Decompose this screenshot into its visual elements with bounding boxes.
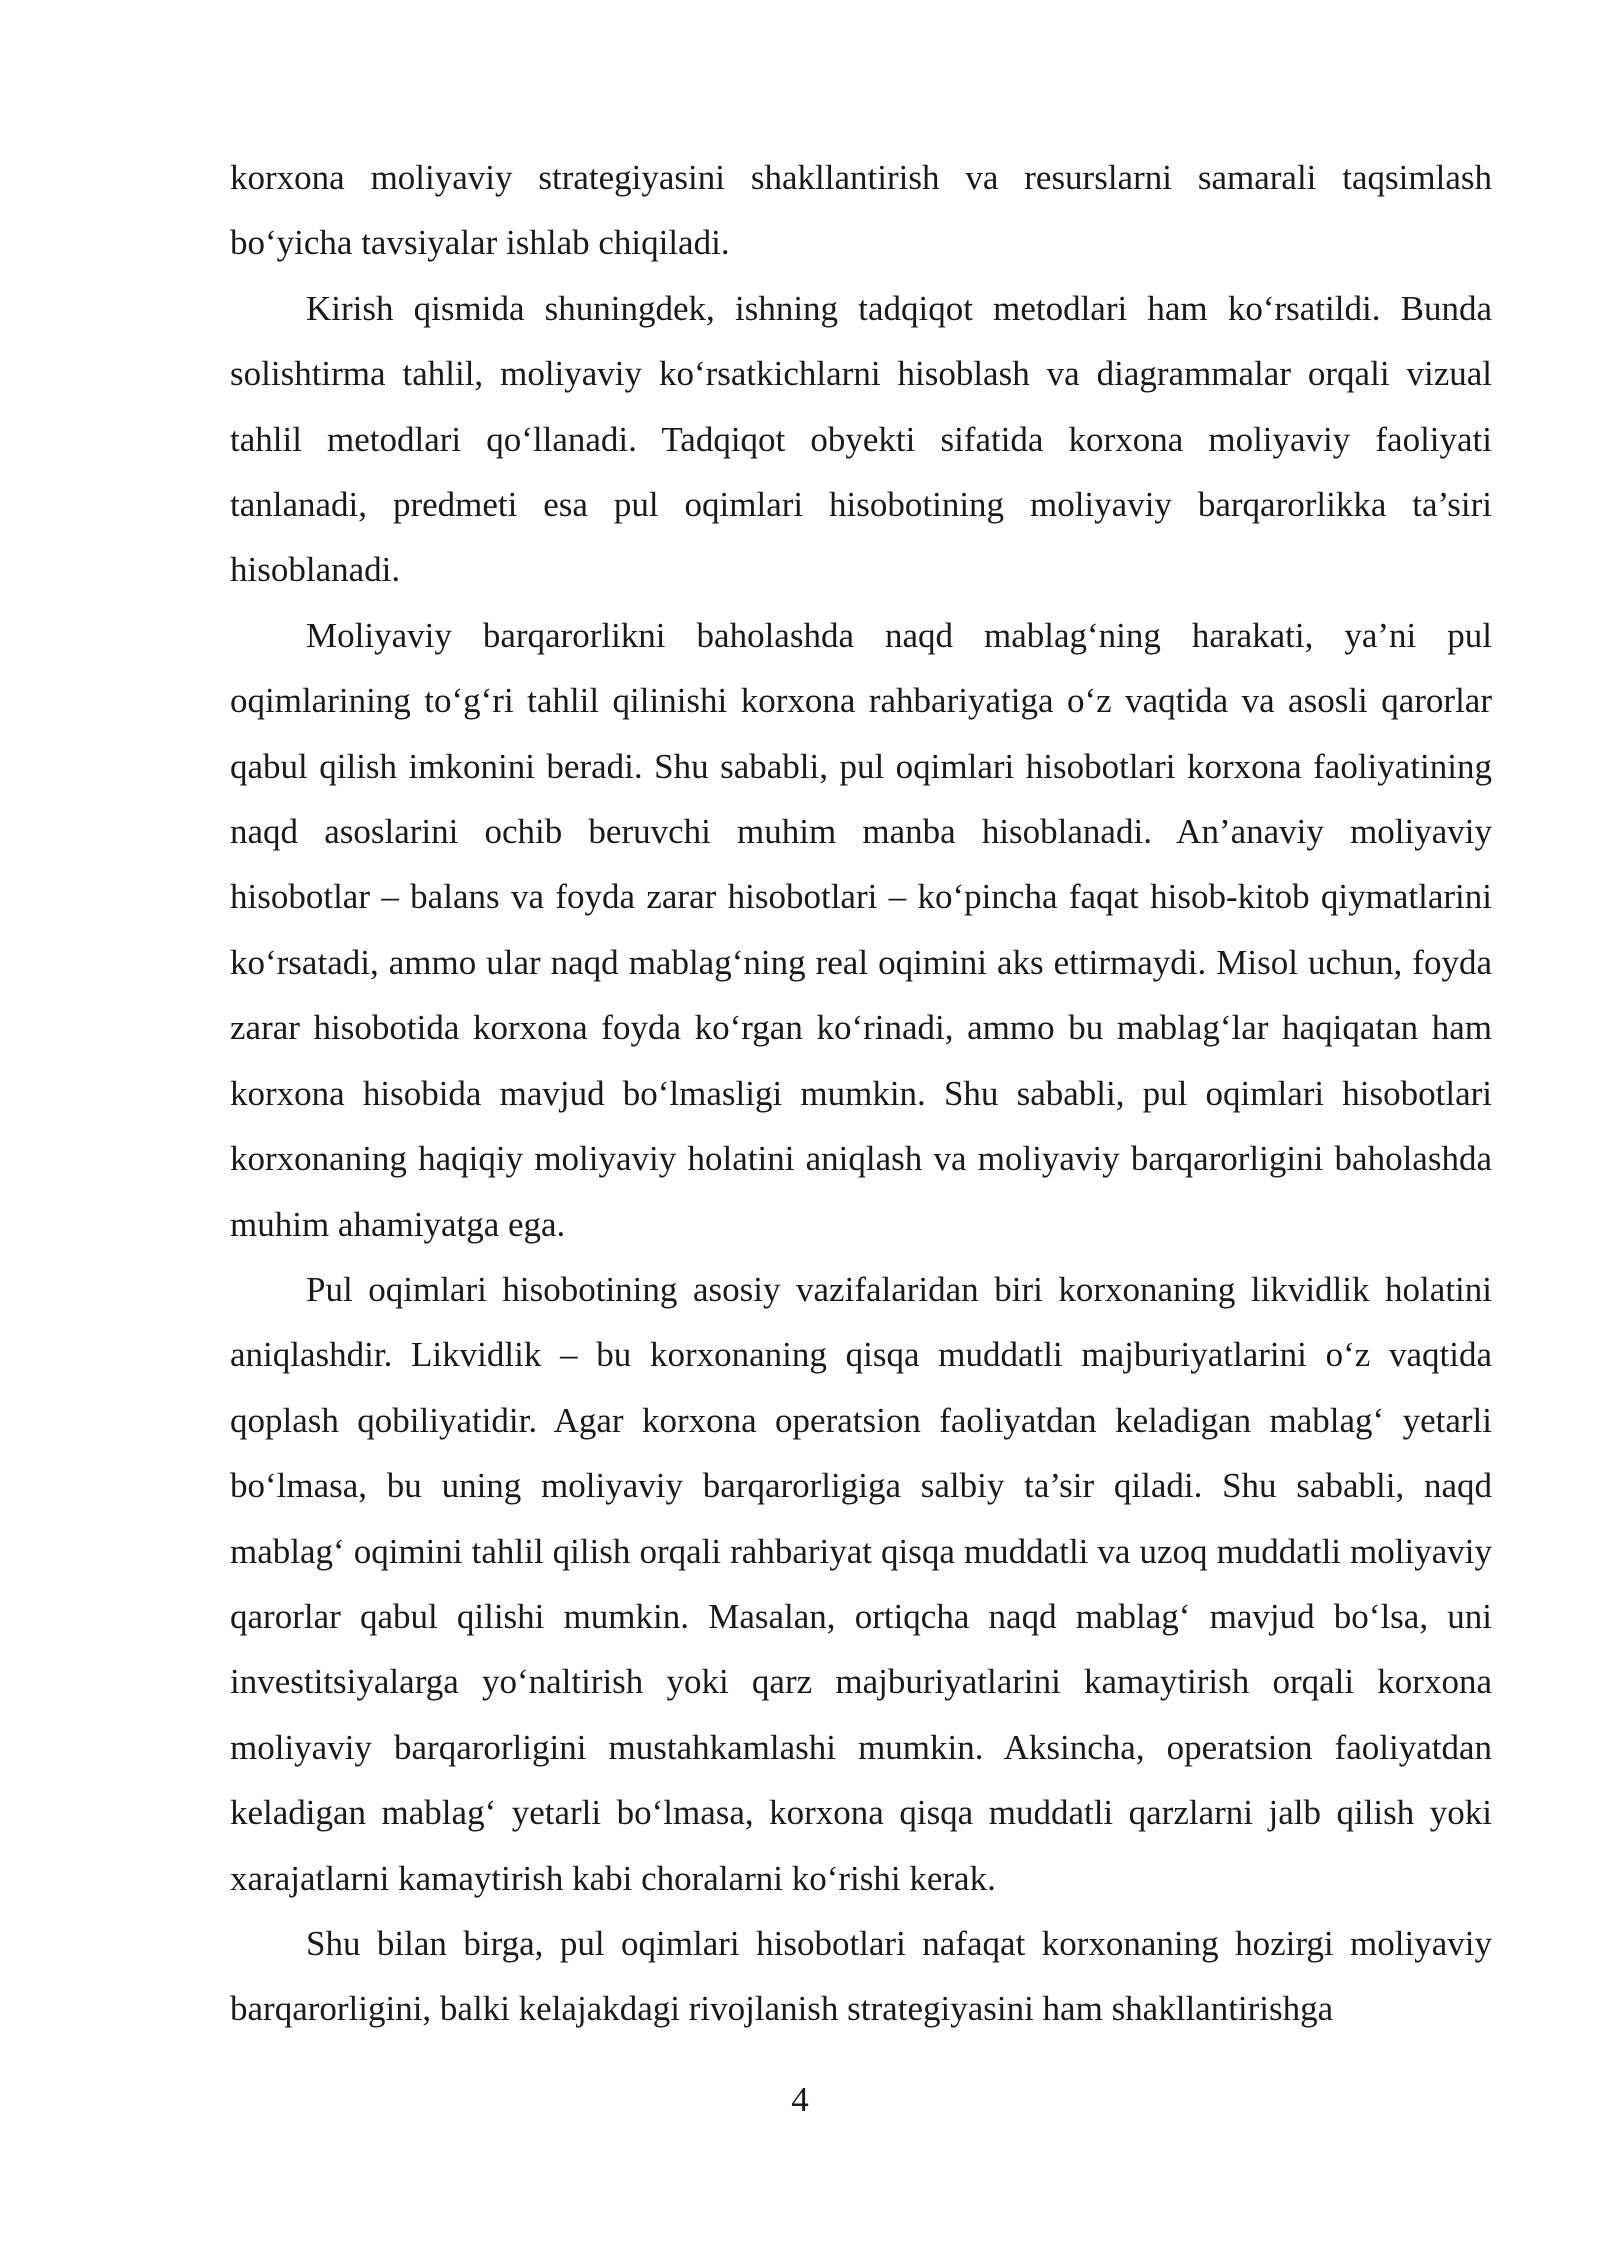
paragraph-continuation: korxona moliyaviy strategiyasini shakllantirish va resurslarni samarali taqsimlash bo‘yicha tavsiyalar ishlab chiqiladi. [230, 158, 1492, 263]
page-number: 4 [791, 2080, 809, 2119]
paragraph-strategy: Shu bilan birga, pul oqimlari hisobotlari nafaqat korxonaning hozirgi moliyaviy barqarorligini, balki kelajakdagi rivojlanish strategiyasini ham shakllantirishga [230, 1923, 1492, 2029]
paragraph-research-methods: Kirish qismida shuningdek, ishning tadqiqot metodlari ham ko‘rsatildi. Bunda solishtirma tahlil, moliyaviy ko‘rsatkichlarni hisoblash va diagrammalar orqali vizual tahlil metodlari qo‘llanadi. Tadqiqot obyekti sifatida korxona moliyaviy faoliyati tanlanadi, predmeti esa pul oqimlari hisobotining moliyaviy barqarorlikka ta’siri hisoblanadi. [230, 288, 1492, 590]
paragraph-liquidity: Pul oqimlari hisobotining asosiy vazifalaridan biri korxonaning likvidlik holatini aniqlashdir. Likvidlik – bu korxonaning qisqa muddatli majburiyatlarini o‘z vaqtida qoplash qobiliyatidir. Agar korxona operatsion faoliyatdan keladigan mablag‘ yetarli bo‘lmasa, bu uning moliyaviy barqarorligiga salbiy ta’sir qiladi. Shu sababli, naqd mablag‘ oqimini tahlil qilish orqali rahbariyat qisqa muddatli va uzoq muddatli moliyaviy qarorlar qabul qilishi mumkin. Masalan, ortiqcha naqd mablag‘ mavjud bo‘lsa, uni investitsiyalarga yo‘naltirish yoki qarz majburiyatlarini kamaytirish orqali korxona moliyaviy barqarorligini mustahkamlashi mumkin. Aksincha, operatsion faoliyatdan keladigan mablag‘ yetarli bo‘lmasa, korxona qisqa muddatli qarzlarni jalb qilish yoki xarajatlarni kamaytirish kabi choralarni ko‘rishi kerak. [230, 1269, 1492, 1898]
paragraph-financial-stability: Moliyaviy barqarorlikni baholashda naqd mablag‘ning harakati, ya’ni pul oqimlarining to‘g‘ri tahlil qilinishi korxona rahbariyatiga o‘z vaqtida va asosli qarorlar qabul qilish imkonini beradi. Shu sababli, pul oqimlari hisobotlari korxona faoliyatining naqd asoslarini ochib beruvchi muhim manba hisoblanadi. An’anaviy moliyaviy hisobotlar – balans va foyda zarar hisobotlari – ko‘pincha faqat hisob-kitob qiymatlarini ko‘rsatadi, ammo ular naqd mablag‘ning real oqimini aks ettirmaydi. Misol uchun, foyda zarar hisobotida korxona foyda ko‘rgan ko‘rinadi, ammo bu mablag‘lar haqiqatan ham korxona hisobida mavjud bo‘lmasligi mumkin. Shu sababli, pul oqimlari hisobotlari korxonaning haqiqiy moliyaviy holatini aniqlash va moliyaviy barqarorligini baholashda muhim ahamiyatga ega. [230, 615, 1492, 1244]
document-body [230, 145, 1492, 2042]
